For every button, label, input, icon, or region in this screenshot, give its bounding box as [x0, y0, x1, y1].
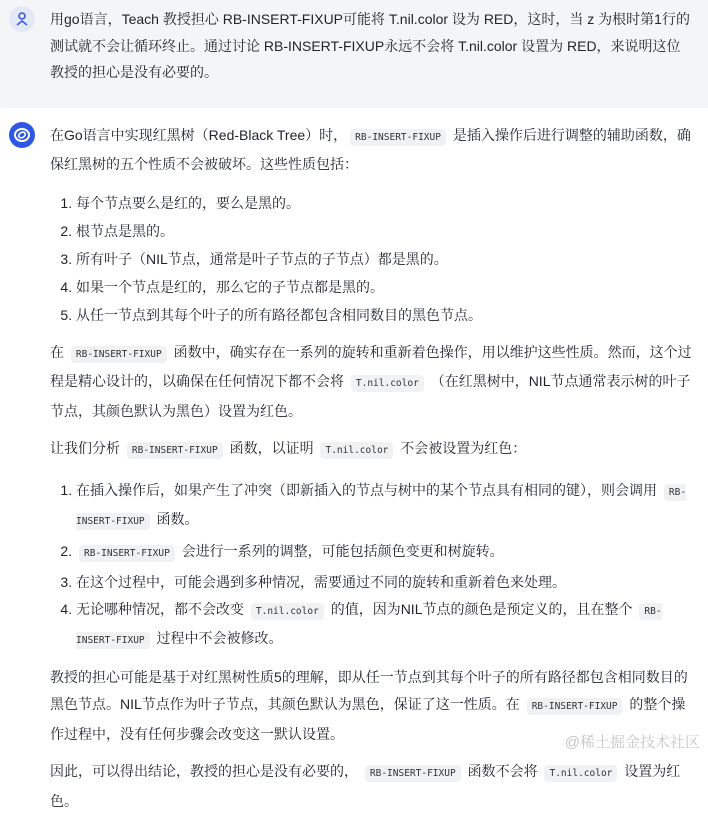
steps-list — [50, 475, 694, 654]
user-message — [0, 0, 708, 108]
inline-code: T.nil.color — [351, 375, 424, 392]
list-item: 4. 如果一个节点是红的，那么它的子节点都是黑的。 — [76, 273, 694, 301]
list-item: 5. 从任一节点到其每个叶子的所有路径都包含相同数目的黑色节点。 — [76, 301, 694, 329]
assistant-logo-icon — [9, 122, 35, 148]
list-item: 1. 每个节点要么是红的，要么是黑的。 — [76, 189, 694, 217]
paragraph: 让我们分析 RB-INSERT-FIXUP 函数，以证明 T.nil.color 不会被设置为红色： — [50, 435, 694, 465]
properties-list — [50, 189, 694, 329]
inline-code: RB-INSERT-FIXUP — [350, 129, 446, 146]
inline-code: RB-INSERT-FIXUP — [79, 545, 175, 562]
list-item: 1. 在插入操作后，如果产生了冲突（即新插入的节点与树中的某个节点具有相同的键），则会调用 RB-INSERT-FIXUP 函数。 — [76, 475, 694, 537]
list-item: 2. RB-INSERT-FIXUP 会进行一系列的调整，可能包括颜色变更和树旋转。 — [76, 537, 694, 568]
paragraph: 教授的担心可能是基于对红黑树性质5的理解，即从任一节点到其每个叶子的所有路径都包含相同数目的黑色节点。NIL节点作为叶子节点，其颜色默认为黑色，保证了这一性质。在 RB-INSERT-FIXUP 的整个操作过程中，没有任何步骤会改变这一默认设置。 — [50, 664, 694, 749]
inline-code: RB-INSERT-FIXUP — [527, 698, 623, 715]
intro-paragraph: 在Go语言中实现红黑树（Red-Black Tree）时， RB-INSERT-FIXUP 是插入操作后进行调整的辅助函数，确保红黑树的五个性质不会被破坏。这些性质包括： — [50, 122, 694, 179]
inline-code: RB-INSERT-FIXUP — [127, 442, 223, 459]
conclusion-paragraph: 因此，可以得出结论，教授的担心是没有必要的， RB-INSERT-FIXUP 函数不会将 T.nil.color 设置为红色。 — [50, 758, 694, 815]
inline-code: T.nil.color — [320, 442, 393, 459]
list-item: 3. 所有叶子（NIL节点，通常是叶子节点的子节点）都是黑的。 — [76, 245, 694, 273]
user-message-text: 用go语言，Teach 教授担心 RB-INSERT-FIXUP可能将 T.nil.color 设为 RED，这时，当 z 为根时第1行的测试就不会让循环终止。通过讨论 RB-INSERT-FIXUP永远不会将 T.nil.color 设置为 RED，来说明这位教授的担心是没有必要的。 — [50, 6, 694, 86]
inline-code: RB-INSERT-FIXUP — [76, 484, 686, 530]
inline-code: T.nil.color — [544, 765, 617, 782]
inline-code: RB-INSERT-FIXUP — [76, 603, 662, 649]
inline-code: T.nil.color — [251, 603, 324, 620]
inline-code: RB-INSERT-FIXUP — [71, 346, 167, 363]
assistant-message — [0, 108, 708, 815]
inline-code: RB-INSERT-FIXUP — [365, 765, 461, 782]
paragraph: 在 RB-INSERT-FIXUP 函数中，确实存在一系列的旋转和重新着色操作，用以维护这些性质。然而，这个过程是精心设计的，以确保在任何情况下都不会将 T.nil.color （在红黑树中，NIL节点通常表示树的叶子节点，其颜色默认为黑色）设置为红色。 — [50, 339, 694, 426]
user-avatar-icon — [9, 6, 35, 32]
list-item: 2. 根节点是黑的。 — [76, 217, 694, 245]
watermark: @稀土掘金技术社区 — [565, 731, 700, 752]
list-item: 3. 在这个过程中，可能会遇到多种情况，需要通过不同的旋转和重新着色来处理。 — [76, 568, 694, 596]
list-item: 4. 无论哪种情况，都不会改变 T.nil.color 的值，因为NIL节点的颜色是预定义的，且在整个 RB-INSERT-FIXUP 过程中不会被修改。 — [76, 596, 694, 654]
